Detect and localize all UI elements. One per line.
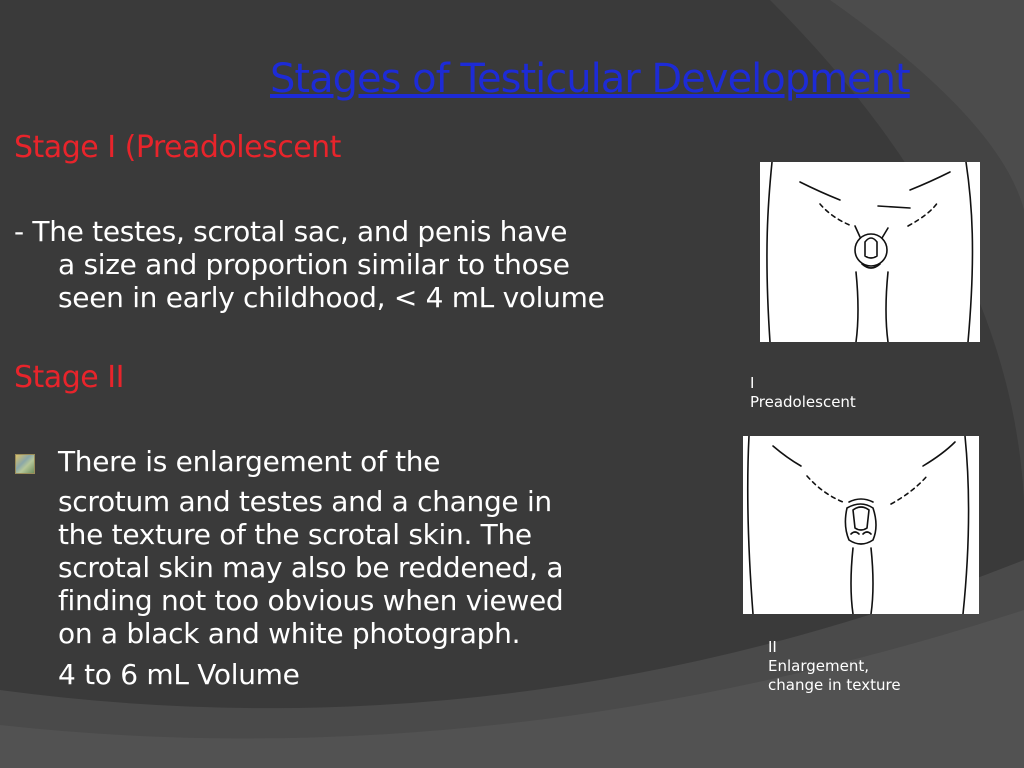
bullet-icon — [15, 454, 35, 474]
stage-1-caption-line-1: I — [750, 374, 755, 392]
stage-2-drawing — [743, 436, 979, 614]
stage-2-illustration — [743, 436, 979, 614]
stage-1-drawing — [760, 162, 980, 342]
slide-title[interactable]: Stages of Testicular Development — [270, 56, 910, 102]
stage-2-caption-line-3: change in texture — [768, 676, 901, 694]
stage-2-first-line: There is enlargement of the — [58, 445, 441, 478]
stage-2-line-2: the texture of the scrotal skin. The — [58, 518, 532, 551]
stage-1-line-2: a size and proportion similar to those — [58, 248, 570, 281]
stage-2-line-5: on a black and white photograph. — [58, 617, 521, 650]
stage-2-heading: Stage II — [14, 360, 124, 395]
stage-2-caption-line-1: II — [768, 638, 777, 656]
stage-1-line-1: - The testes, scrotal sac, and penis have — [14, 215, 568, 248]
stage-1-caption-line-2: Preadolescent — [750, 393, 856, 411]
stage-1-caption — [750, 374, 856, 412]
stage-1-line-3: seen in early childhood, < 4 mL volume — [58, 281, 605, 314]
stage-1-illustration — [760, 162, 980, 342]
stage-1-description — [14, 215, 734, 314]
stage-1-heading: Stage I (Preadolescent — [14, 130, 341, 165]
stage-2-caption-line-2: Enlargement, — [768, 657, 869, 675]
stage-2-volume: 4 to 6 mL Volume — [58, 658, 300, 691]
stage-2-line-3: scrotal skin may also be reddened, a — [58, 551, 564, 584]
stage-2-line-4: finding not too obvious when viewed — [58, 584, 564, 617]
stage-2-description — [58, 445, 738, 691]
stage-2-line-1: scrotum and testes and a change in — [58, 485, 552, 518]
stage-2-caption — [768, 638, 901, 695]
stage-2-body — [58, 485, 738, 650]
